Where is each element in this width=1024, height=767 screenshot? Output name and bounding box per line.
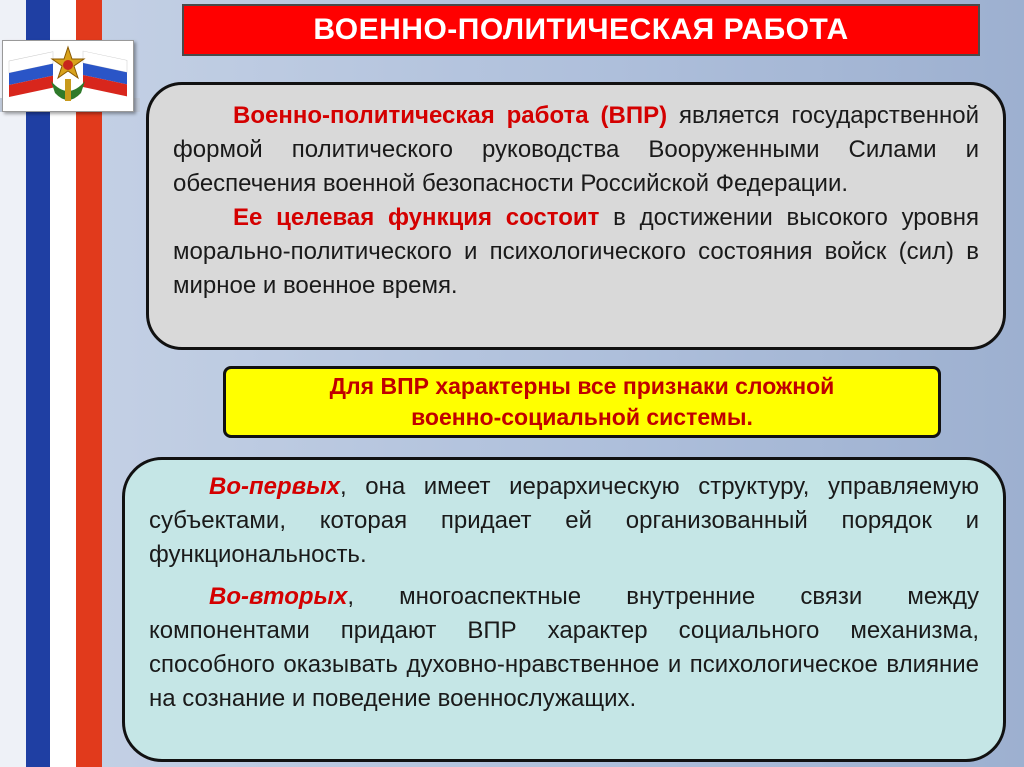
title-bar xyxy=(182,4,980,56)
highlight-line-1: Для ВПР характерны все признаки сложной xyxy=(329,373,835,399)
page-title: ВОЕННО-ПОЛИТИЧЕСКАЯ РАБОТА xyxy=(313,13,849,46)
highlight-line-2: военно-социальной системы. xyxy=(411,404,753,430)
flag-stripe-blue xyxy=(26,0,50,767)
definition-paragraph xyxy=(173,99,979,201)
flag-stripe-white-inner xyxy=(50,0,76,767)
goal-body: в достижении высокого уровня морально-политического и психологического состояния войск (сил) в мирное и военное время. xyxy=(173,204,979,299)
definition-body: является государственной формой политического руководства Вооруженными Силами и обеспечения военной безопасности Российской Федерации. xyxy=(173,102,979,197)
flag-stripe-red xyxy=(76,0,102,767)
first-lead: Во-первых xyxy=(209,473,340,500)
highlight-box xyxy=(223,366,941,438)
definition-term: Военно-политическая работа (ВПР) xyxy=(233,102,668,129)
characteristics-panel xyxy=(122,457,1006,762)
first-body: , она имеет иерархическую структуру, управляемую субъектами, которая придает ей организованный порядок и функциональность. xyxy=(149,473,979,568)
second-paragraph xyxy=(149,580,979,716)
definition-panel xyxy=(146,82,1006,350)
goal-paragraph xyxy=(173,201,979,303)
armed-forces-emblem-icon xyxy=(2,40,134,112)
first-paragraph xyxy=(149,470,979,572)
goal-lead: Ее целевая функция состоит xyxy=(233,204,600,231)
second-body: , многоаспектные внутренние связи между компонентами придают ВПР характер социального механизма, способного оказывать духовно-нравственное и психологическое влияние на сознание и поведение военнослужащих. xyxy=(149,583,979,712)
highlight-text xyxy=(330,371,835,433)
flag-stripe-white xyxy=(0,0,26,767)
second-lead: Во-вторых xyxy=(209,583,348,610)
